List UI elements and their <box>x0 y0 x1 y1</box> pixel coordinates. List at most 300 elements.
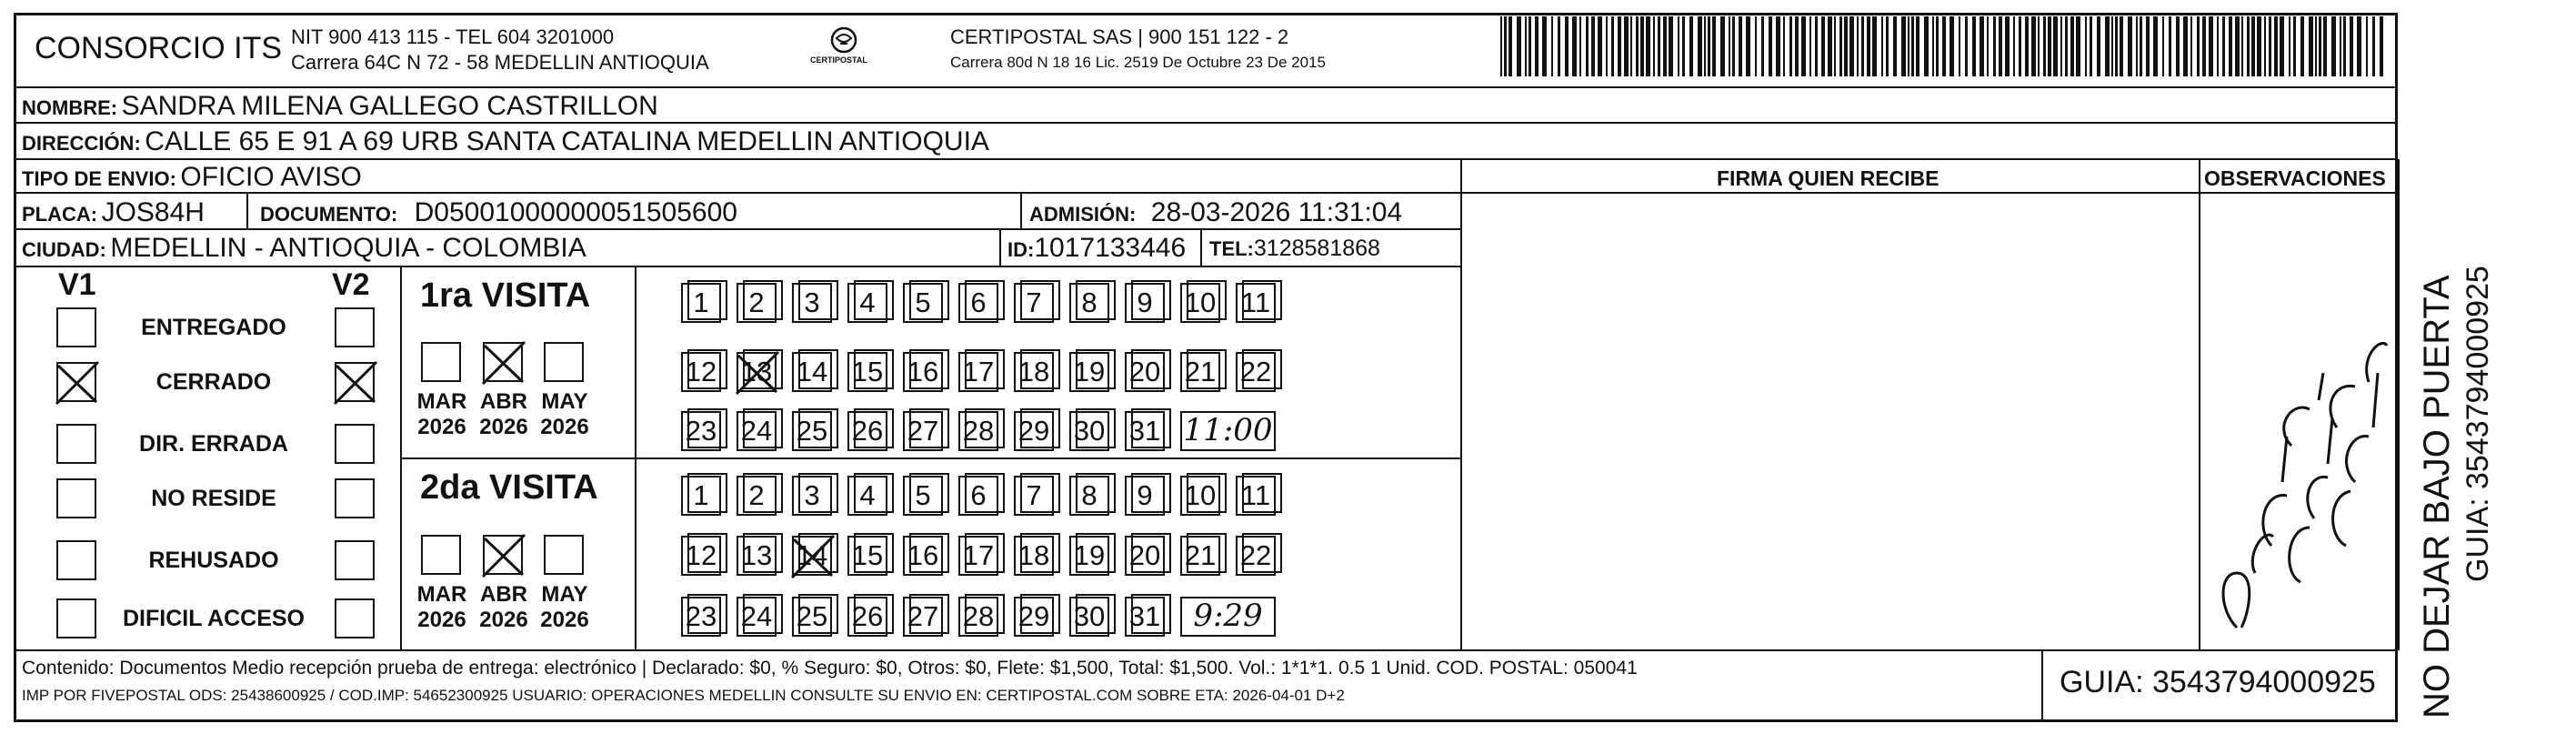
day-number: 22 <box>1239 356 1272 387</box>
barcode-bar <box>2217 16 2219 76</box>
barcode-bar <box>1901 16 1906 76</box>
day-box <box>1236 536 1276 576</box>
day-box <box>737 283 777 323</box>
barcode-bar <box>1509 16 1512 76</box>
day-number: 21 <box>1184 539 1217 571</box>
day-number: 1 <box>693 287 709 318</box>
v1-checkbox <box>56 307 96 347</box>
day-box <box>1180 476 1220 516</box>
barcode-bar <box>1653 16 1655 76</box>
day-box <box>792 597 832 637</box>
v2-checkbox <box>335 307 375 347</box>
v1-checkbox <box>56 424 96 464</box>
day-number: 7 <box>1026 479 1042 511</box>
v1-checkbox <box>56 598 96 638</box>
barcode-bar <box>1746 16 1750 76</box>
day-box <box>681 411 721 451</box>
day-box <box>792 352 832 392</box>
barcode-bar <box>2005 16 2010 76</box>
barcode-bar <box>2060 16 2062 76</box>
day-number: 20 <box>1128 539 1161 571</box>
observaciones-header: OBSERVACIONES <box>2204 166 2386 190</box>
day-number: 12 <box>685 539 717 571</box>
side-notice: NO DEJAR BAJO PUERTA <box>2417 275 2457 719</box>
day-number: 19 <box>1073 539 1106 571</box>
barcode-bar <box>1542 16 1547 76</box>
day-number: 15 <box>851 539 884 571</box>
day-box <box>903 597 943 637</box>
barcode-bar <box>2031 16 2036 76</box>
name-label: NOMBRE: <box>22 96 118 119</box>
x-mark <box>481 340 526 386</box>
day-box <box>1125 283 1165 323</box>
side-guia: GUIA: 3543794000925 <box>2461 266 2495 582</box>
barcode-bar <box>1658 16 1660 76</box>
day-number: 17 <box>962 356 995 387</box>
day-number: 24 <box>740 415 773 447</box>
x-mark <box>790 534 836 579</box>
status-label: NO RESIDE <box>151 486 276 511</box>
day-box <box>1014 283 1054 323</box>
day-number: 30 <box>1073 415 1106 447</box>
month-year: 2026 <box>540 607 589 632</box>
barcode-bar <box>1916 16 1919 76</box>
tipo-label: TIPO DE ENVIO: <box>22 167 176 190</box>
day-box <box>903 283 943 323</box>
tel-value: 3128581868 <box>1253 236 1380 261</box>
barcode-bar <box>1993 16 1996 76</box>
v1-label: V1 <box>58 267 96 302</box>
barcode-bar <box>1586 16 1589 76</box>
day-number: 7 <box>1026 287 1042 318</box>
barcode-bar <box>2357 16 2361 76</box>
day-number: 6 <box>970 287 987 318</box>
day-number: 26 <box>851 415 884 447</box>
barcode-bar <box>1606 16 1608 76</box>
day-number: 16 <box>907 356 939 387</box>
footer-guia: GUIA: 3543794000925 <box>2060 665 2376 699</box>
barcode-bar <box>2146 16 2150 76</box>
barcode-bar <box>2293 16 2296 76</box>
documento-label: DOCUMENTO: <box>260 203 398 226</box>
barcode-bar <box>2197 16 2200 76</box>
barcode-bar <box>1565 16 1569 76</box>
company-address: Carrera 64C N 72 - 58 MEDELLIN ANTIOQUIA <box>291 51 709 74</box>
barcode-bar <box>2323 16 2327 76</box>
address-label: DIRECCIÓN: <box>22 132 141 155</box>
x-mark <box>735 350 780 396</box>
barcode-bar <box>1828 16 1832 76</box>
barcode-bar <box>2331 16 2336 76</box>
day-number: 4 <box>859 287 876 318</box>
month-year: 2026 <box>417 414 466 439</box>
barcode-bar <box>2048 16 2051 76</box>
barcode-bar <box>1598 16 1602 76</box>
barcode-bar <box>1936 16 1939 76</box>
day-number: 18 <box>1017 356 1050 387</box>
day-box <box>792 411 832 451</box>
barcode-bar <box>1591 16 1595 76</box>
barcode-bar <box>2257 16 2261 76</box>
barcode-bar <box>1987 16 1989 76</box>
day-box <box>1125 476 1165 516</box>
barcode-bar <box>1924 16 1929 76</box>
month-checkbox <box>421 342 461 382</box>
day-box <box>1180 352 1220 392</box>
month-name: ABR <box>480 582 527 607</box>
barcode-bar <box>2190 16 2192 76</box>
barcode-bar <box>2105 16 2110 76</box>
barcode-bar <box>1611 16 1614 76</box>
day-number: 11 <box>1240 479 1271 511</box>
day-number: 17 <box>962 539 995 571</box>
day-number: 24 <box>740 600 773 632</box>
barcode-bar <box>1867 16 1870 76</box>
barcode-bar <box>1789 16 1792 76</box>
barcode-bar <box>1558 16 1560 76</box>
id-label: ID: <box>1007 238 1035 261</box>
day-number: 23 <box>685 415 717 447</box>
status-label: DIR. ERRADA <box>139 431 288 457</box>
day-box <box>681 352 721 392</box>
barcode-bar <box>1678 16 1679 76</box>
day-number: 14 <box>796 539 828 571</box>
day-box <box>847 476 887 516</box>
barcode-bar <box>1640 16 1644 76</box>
barcode-bar <box>1999 16 2002 76</box>
barcode-bar <box>2280 16 2284 76</box>
barcode-bar <box>2176 16 2180 76</box>
barcode-bar <box>1834 16 1836 76</box>
barcode-bar <box>1551 16 1553 76</box>
barcode-bar <box>1857 16 1859 76</box>
day-box <box>1014 476 1054 516</box>
x-mark <box>481 533 526 578</box>
status-label: CERRADO <box>155 369 272 395</box>
barcode-bar <box>1525 16 1527 76</box>
v2-checkbox <box>335 598 375 638</box>
barcode-bar <box>1739 16 1742 76</box>
day-box <box>847 283 887 323</box>
barcode-bar <box>1704 16 1706 76</box>
barcode-bar <box>2202 16 2206 76</box>
day-box <box>903 352 943 392</box>
x-mark <box>333 360 378 406</box>
barcode-bar <box>2115 16 2118 76</box>
barcode-bar <box>1732 16 1735 76</box>
barcode-bar <box>2315 16 2317 76</box>
day-box <box>847 536 887 576</box>
barcode-bar <box>1500 16 1502 76</box>
day-box <box>1069 352 1109 392</box>
day-box <box>792 476 832 516</box>
barcode-bar <box>1801 16 1806 76</box>
barcode-bar <box>2209 16 2213 76</box>
day-number: 31 <box>1128 415 1161 447</box>
day-number: 21 <box>1184 356 1217 387</box>
barcode-bar <box>2289 16 2290 76</box>
day-box <box>1125 597 1165 637</box>
barcode-bar <box>1942 16 1946 76</box>
day-box <box>847 411 887 451</box>
barcode-bar <box>2043 16 2046 76</box>
month-checkbox <box>483 342 523 382</box>
barcode-bar <box>2053 16 2058 76</box>
month-checkbox <box>483 535 523 575</box>
ciudad-value: MEDELLIN - ANTIOQUIA - COLOMBIA <box>110 233 586 263</box>
barcode-bar <box>1579 16 1581 76</box>
day-number: 3 <box>804 479 820 511</box>
company-nit: NIT 900 413 115 - TEL 604 3201000 <box>291 25 615 48</box>
day-number: 2 <box>748 479 765 511</box>
day-number: 8 <box>1081 479 1098 511</box>
barcode-bar <box>1844 16 1848 76</box>
barcode-bar <box>1821 16 1825 76</box>
day-box <box>737 476 777 516</box>
barcode-bar <box>2013 16 2015 76</box>
day-number: 6 <box>970 479 987 511</box>
barcode-bar <box>1886 16 1889 76</box>
barcode-bar <box>1669 16 1673 76</box>
day-number: 29 <box>1017 415 1050 447</box>
month-label <box>472 582 536 632</box>
day-box <box>1125 536 1165 576</box>
barcode-bar <box>1646 16 1650 76</box>
day-number: 27 <box>907 600 939 632</box>
barcode-bar <box>2300 16 2304 76</box>
day-number: 10 <box>1184 479 1217 511</box>
day-number: 25 <box>796 600 828 632</box>
day-number: 15 <box>851 356 884 387</box>
day-box <box>1069 283 1109 323</box>
carrier-name: CERTIPOSTAL SAS | 900 151 122 - 2 <box>950 25 1289 48</box>
day-number: 20 <box>1128 356 1161 387</box>
barcode-bar <box>2241 16 2243 76</box>
barcode-bar <box>1861 16 1864 76</box>
day-box <box>681 476 721 516</box>
id-value: 1017133446 <box>1034 233 1187 263</box>
barcode-bar <box>1712 16 1716 76</box>
barcode-bar <box>2120 16 2123 76</box>
day-box <box>1014 352 1054 392</box>
day-box <box>958 476 998 516</box>
barcode-bar <box>2340 16 2341 76</box>
barcode-bar <box>1636 16 1639 76</box>
day-number: 27 <box>907 415 939 447</box>
day-number: 29 <box>1017 600 1050 632</box>
barcode-bar <box>2038 16 2040 76</box>
month-checkbox <box>544 535 584 575</box>
day-number: 8 <box>1081 287 1098 318</box>
recipient-address: CALLE 65 E 91 A 69 URB SANTA CATALINA MEDELLIN ANTIOQUIA <box>145 126 989 156</box>
footer-contenido: Contenido: Documentos Medio recepción prueba de entrega: electrónico | Declarado: $0, % Seguro: $0, Otros: $0, Flete: $1,500, Total: $1,500. Vol.: 1*1*1. 0.5 1 Unid. COD. POSTAL: 050041 <box>22 658 1638 679</box>
barcode-bar <box>2025 16 2029 76</box>
barcode-bar <box>1755 16 1757 76</box>
day-number: 10 <box>1184 287 1217 318</box>
day-box <box>1236 352 1276 392</box>
barcode-bar <box>1529 16 1531 76</box>
month-label <box>533 389 596 439</box>
observation-note <box>2200 300 2396 650</box>
day-number: 14 <box>796 356 828 387</box>
barcode-bar <box>1624 16 1629 76</box>
v2-checkbox <box>335 424 375 464</box>
barcode-bar <box>2136 16 2138 76</box>
barcode-bar <box>1783 16 1785 76</box>
day-number: 25 <box>796 415 828 447</box>
barcode-bar <box>2090 16 2092 76</box>
day-box <box>903 536 943 576</box>
day-number: 28 <box>962 415 995 447</box>
day-box <box>737 536 777 576</box>
day-box <box>1180 283 1220 323</box>
barcode-bar <box>1980 16 1984 76</box>
day-box <box>847 352 887 392</box>
barcode-bar <box>2229 16 2232 76</box>
tel-label: TEL: <box>1209 237 1254 260</box>
barcode-bar <box>1729 16 1730 76</box>
day-number: 19 <box>1073 356 1106 387</box>
month-year: 2026 <box>540 414 589 439</box>
barcode-bar <box>2222 16 2225 76</box>
day-box <box>1069 476 1109 516</box>
admision-label: ADMISIÓN: <box>1029 203 1137 226</box>
barcode-bar <box>1535 16 1539 76</box>
barcode-bar <box>2076 16 2080 76</box>
barcode-bar <box>2153 16 2158 76</box>
barcode-bar <box>2380 16 2383 76</box>
day-box <box>1236 476 1276 516</box>
barcode-bar <box>2309 16 2313 76</box>
day-box <box>792 536 832 576</box>
tipo-envio: OFICIO AVISO <box>180 162 362 192</box>
barcode-bar <box>2111 16 2113 76</box>
day-number: 18 <box>1017 539 1050 571</box>
barcode-bar <box>1911 16 1914 76</box>
barcode-bar <box>1504 16 1507 76</box>
barcode-bar <box>2350 16 2353 76</box>
barcode <box>1498 16 2391 76</box>
day-box <box>958 597 998 637</box>
day-box <box>1125 411 1165 451</box>
day-box <box>958 352 998 392</box>
admision-value: 28-03-2026 11:31:04 <box>1150 197 1403 227</box>
barcode-bar <box>2372 16 2375 76</box>
day-box <box>1069 536 1109 576</box>
month-name: MAY <box>541 389 588 414</box>
footer-imp: IMP POR FIVEPOSTAL ODS: 25438600925 / COD.IMP: 54652300925 USUARIO: OPERACIONES MEDELLIN CONSULTE SU ENVIO EN: CERTIPOSTAL.COM SOBRE ETA: 2026-04-01 D+2 <box>22 687 1345 704</box>
barcode-bar <box>2251 16 2255 76</box>
month-year: 2026 <box>417 607 466 632</box>
barcode-bar <box>1663 16 1667 76</box>
documento-value: D05001000000051505600 <box>414 197 737 227</box>
day-number: 4 <box>859 479 876 511</box>
barcode-bar <box>2183 16 2188 76</box>
day-number: 23 <box>685 600 717 632</box>
v1-checkbox <box>56 478 96 518</box>
v2-checkbox <box>335 362 375 402</box>
month-label <box>410 582 474 632</box>
barcode-bar <box>2247 16 2250 76</box>
day-box <box>958 536 998 576</box>
month-name: ABR <box>480 389 527 414</box>
day-box <box>1069 411 1109 451</box>
v1-checkbox <box>56 540 96 580</box>
barcode-bar <box>1849 16 1854 76</box>
day-number: 5 <box>915 479 931 511</box>
company-name: CONSORCIO ITS <box>35 31 283 65</box>
barcode-bar <box>2319 16 2321 76</box>
barcode-bar <box>1776 16 1780 76</box>
barcode-bar <box>1517 16 1521 76</box>
barcode-bar <box>1769 16 1772 76</box>
day-number: 11 <box>1240 287 1271 318</box>
day-box <box>847 597 887 637</box>
barcode-bar <box>2264 16 2266 76</box>
firma-header: FIRMA QUIEN RECIBE <box>1717 166 1940 190</box>
day-box <box>958 411 998 451</box>
day-number: 13 <box>740 356 773 387</box>
day-box <box>1014 597 1054 637</box>
certipostal-logo: CERTIPOSTAL <box>807 24 880 69</box>
barcode-bar <box>1720 16 1725 76</box>
barcode-bar <box>1950 16 1954 76</box>
day-box <box>1069 597 1109 637</box>
barcode-bar <box>1908 16 1909 76</box>
barcode-bar <box>2070 16 2074 76</box>
barcode-bar <box>1572 16 1577 76</box>
barcode-bar <box>1630 16 1632 76</box>
barcode-bar <box>1965 16 1968 76</box>
month-checkbox <box>544 342 584 382</box>
placa-label: PLACA: <box>22 203 98 226</box>
day-box <box>903 476 943 516</box>
barcode-bar <box>1815 16 1818 76</box>
day-number: 5 <box>915 287 931 318</box>
barcode-bar <box>1809 16 1811 76</box>
barcode-bar <box>2162 16 2164 76</box>
month-name: MAY <box>541 582 588 607</box>
barcode-bar <box>1932 16 1934 76</box>
day-box <box>903 411 943 451</box>
barcode-bar <box>2366 16 2368 76</box>
barcode-bar <box>2019 16 2021 76</box>
month-label <box>472 389 536 439</box>
placa-value: JOS84H <box>101 197 205 227</box>
day-box <box>1014 536 1054 576</box>
day-number: 3 <box>804 287 820 318</box>
day-box <box>737 411 777 451</box>
month-name: MAR <box>416 389 467 414</box>
recipient-name: SANDRA MILENA GALLEGO CASTRILLON <box>121 91 658 121</box>
month-name: MAR <box>416 582 467 607</box>
ciudad-label: CIUDAD: <box>22 238 106 261</box>
status-label: ENTREGADO <box>141 315 286 340</box>
barcode-bar <box>1795 16 1799 76</box>
day-box <box>1236 283 1276 323</box>
day-box <box>1125 352 1165 392</box>
day-number: 1 <box>693 479 709 511</box>
day-number: 26 <box>851 600 884 632</box>
day-number: 16 <box>907 539 939 571</box>
day-box <box>1014 411 1054 451</box>
day-box <box>681 283 721 323</box>
barcode-bar <box>1893 16 1897 76</box>
day-number: 22 <box>1239 539 1272 571</box>
barcode-bar <box>1959 16 1960 76</box>
v2-label: V2 <box>332 267 370 302</box>
month-label <box>533 582 596 632</box>
